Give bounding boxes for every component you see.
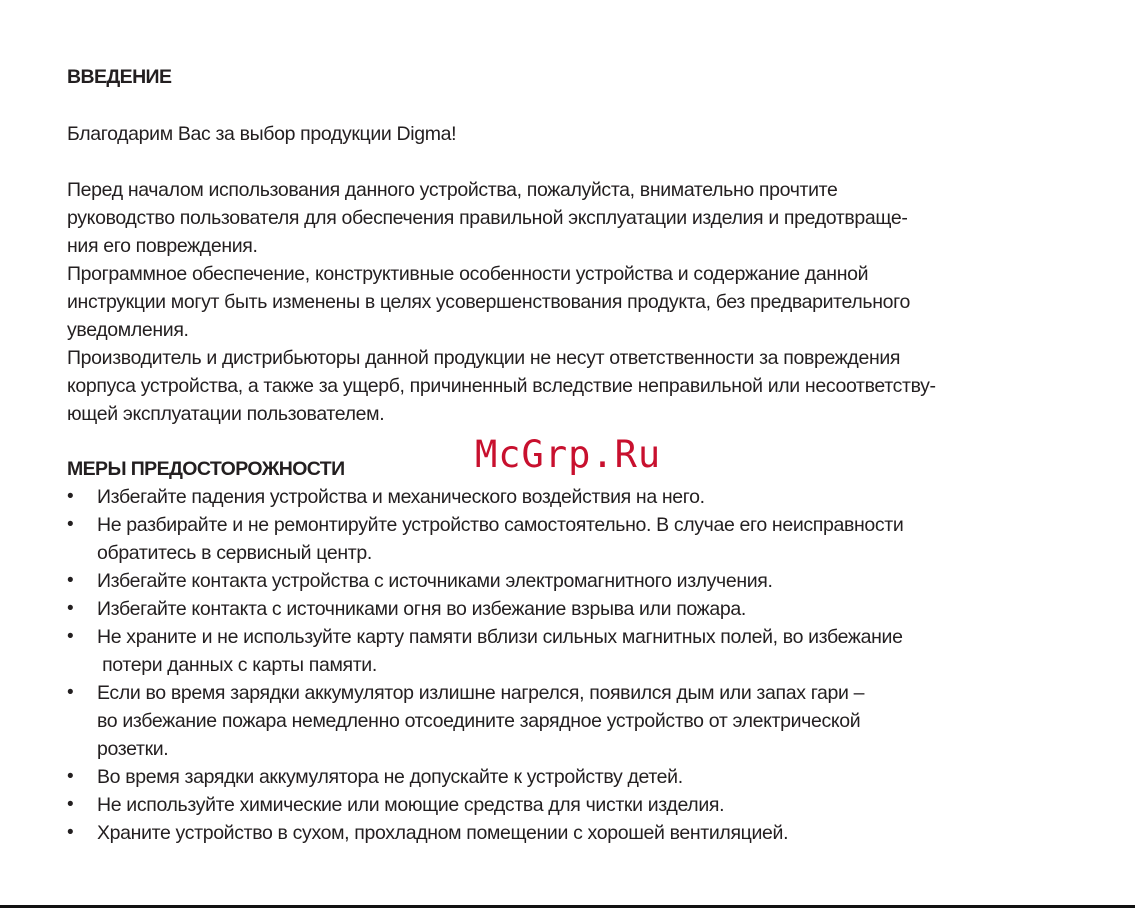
precaution-6-line-1: Если во время зарядки аккумулятор излишне нагрелся, появился дым или запах гари –: [97, 682, 865, 704]
precautions-heading: МЕРЫ ПРЕДОСТОРОЖНОСТИ: [67, 458, 345, 480]
intro-paragraph-1-line-1: Перед началом использования данного устройства, пожалуйста, внимательно прочтите: [67, 179, 838, 201]
bullet-icon: •: [67, 514, 74, 535]
intro-paragraph-1-line-2: руководство пользователя для обеспечения правильной эксплуатации изделия и предотвраще-: [67, 207, 908, 229]
intro-paragraph-3-line-3: ющей эксплуатации пользователем.: [67, 403, 385, 425]
intro-paragraph-3-line-2: корпуса устройства, а также за ущерб, причиненный вследствие неправильной или несоответству-: [67, 375, 936, 397]
precaution-6-line-2: во избежание пожара немедленно отсоедините зарядное устройство от электрической: [97, 710, 861, 732]
precaution-4-line-1: Избегайте контакта с источниками огня во избежание взрыва или пожара.: [97, 598, 746, 620]
precaution-2-line-2: обратитесь в сервисный центр.: [97, 542, 372, 564]
precaution-9-line-1: Храните устройство в сухом, прохладном помещении с хорошей вентиляцией.: [97, 822, 789, 844]
intro-paragraph-2-line-3: уведомления.: [67, 319, 189, 341]
watermark-logo: McGrp.Ru: [475, 433, 662, 476]
precaution-2-line-1: Не разбирайте и не ремонтируйте устройство самостоятельно. В случае его неисправности: [97, 514, 904, 536]
bullet-icon: •: [67, 766, 74, 787]
intro-paragraph-2-line-1: Программное обеспечение, конструктивные особенности устройства и содержание данной: [67, 263, 869, 285]
intro-paragraph-1-line-3: ния его повреждения.: [67, 235, 258, 257]
precaution-5-line-2: потери данных с карты памяти.: [97, 654, 377, 676]
bullet-icon: •: [67, 794, 74, 815]
bullet-icon: •: [67, 598, 74, 619]
bullet-icon: •: [67, 486, 74, 507]
intro-paragraph-3-line-1: Производитель и дистрибьюторы данной продукции не несут ответственности за повреждения: [67, 347, 901, 369]
precaution-3-line-1: Избегайте контакта устройства с источниками электромагнитного излучения.: [97, 570, 773, 592]
precaution-7-line-1: Во время зарядки аккумулятора не допускайте к устройству детей.: [97, 766, 683, 788]
bullet-icon: •: [67, 626, 74, 647]
bullet-icon: •: [67, 682, 74, 703]
intro-paragraph-2-line-2: инструкции могут быть изменены в целях усовершенствования продукта, без предварительного: [67, 291, 910, 313]
precaution-6-line-3: розетки.: [97, 738, 169, 760]
intro-heading: ВВЕДЕНИЕ: [67, 66, 172, 88]
intro-thanks: Благодарим Вас за выбор продукции Digma!: [67, 123, 457, 145]
precaution-5-line-1: Не храните и не используйте карту памяти вблизи сильных магнитных полей, во избежание: [97, 626, 903, 648]
precaution-1-line-1: Избегайте падения устройства и механического воздействия на него.: [97, 486, 705, 508]
precaution-8-line-1: Не используйте химические или моющие средства для чистки изделия.: [97, 794, 725, 816]
bullet-icon: •: [67, 570, 74, 591]
bullet-icon: •: [67, 822, 74, 843]
